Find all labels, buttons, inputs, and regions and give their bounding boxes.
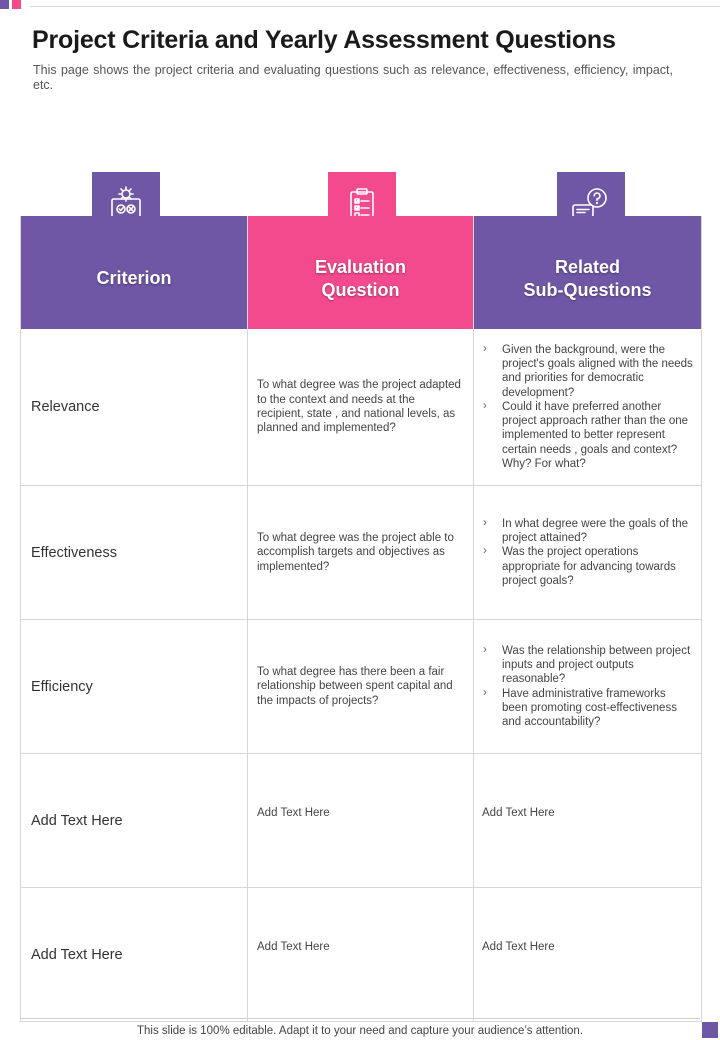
criteria-table [20, 216, 702, 1022]
table-header-row [21, 216, 701, 329]
header-criterion-label: Criterion [96, 268, 172, 288]
criterion-cell: Efficiency [21, 620, 248, 753]
header-related-line1: Related [554, 256, 620, 277]
question-placeholder: Add Text Here [257, 807, 330, 819]
table-row [21, 486, 701, 620]
table-row [21, 888, 701, 1022]
sub-questions-cell [474, 329, 701, 485]
corner-square-pink [12, 0, 21, 9]
header-evaluation-line1: Evaluation [314, 256, 407, 277]
header-related-sub-questions [474, 216, 701, 329]
header-criterion [21, 216, 248, 329]
question-cell: To what degree has there been a fair relationship between spent capital and the impacts of projects? [248, 620, 474, 753]
sub-question-item: › In what degree were the goals of the project attained? [482, 517, 693, 546]
header-related-line2: Sub-Questions [523, 279, 652, 300]
page-title: Project Criteria and Yearly Assessment Questions [32, 26, 616, 54]
question-cell: To what degree was the project adapted to the context and needs at the recipient, state , and national levels, as planned and implemented? [248, 329, 474, 485]
question-cell: To what degree was the project able to accomplish targets and objectives as implemented? [248, 486, 474, 619]
sub-questions-cell [474, 486, 701, 619]
sub-question-placeholder: Add Text Here [482, 807, 555, 819]
sub-questions-cell [474, 888, 701, 1021]
sub-question-item: › Was the relationship between project inputs and project outputs reasonable? [482, 644, 693, 687]
sub-question-item: › Was the project operations appropriate for advancing towards project goals? [482, 545, 693, 588]
criterion-cell: Add Text Here [21, 754, 248, 887]
question-cell [248, 754, 474, 887]
corner-square-bottom [702, 1022, 718, 1038]
footer-divider [20, 1018, 700, 1019]
criterion-cell: Add Text Here [21, 888, 248, 1021]
header-evaluation-line2: Question [321, 279, 400, 300]
top-divider [30, 6, 720, 7]
question-placeholder: Add Text Here [257, 941, 330, 953]
header-evaluation-question [248, 216, 474, 329]
sub-question-item: › Could it have preferred another project approach rather than the one implemented to better represent certain needs , goals and context? Why? For what? [482, 400, 693, 471]
criterion-cell: Effectiveness [21, 486, 248, 619]
criterion-cell: Relevance [21, 329, 248, 485]
sub-question-item: › Have administrative frameworks been promoting cost-effectiveness and accountability? [482, 687, 693, 730]
corner-square-purple [0, 0, 9, 9]
question-cell [248, 888, 474, 1021]
sub-questions-cell [474, 620, 701, 753]
table-row [21, 620, 701, 754]
sub-question-item: › Given the background, were the project's goals aligned with the needs and priorities for democratic development? [482, 343, 693, 400]
footer-note: This slide is 100% editable. Adapt it to your need and capture your audience’s attention. [136, 1025, 584, 1037]
table-row [21, 754, 701, 888]
page-subtitle: This page shows the project criteria and evaluating questions such as relevance, effectiveness, efficiency, impact, etc. [33, 63, 673, 92]
sub-questions-cell [474, 754, 701, 887]
sub-question-placeholder: Add Text Here [482, 941, 555, 953]
table-row [21, 329, 701, 486]
